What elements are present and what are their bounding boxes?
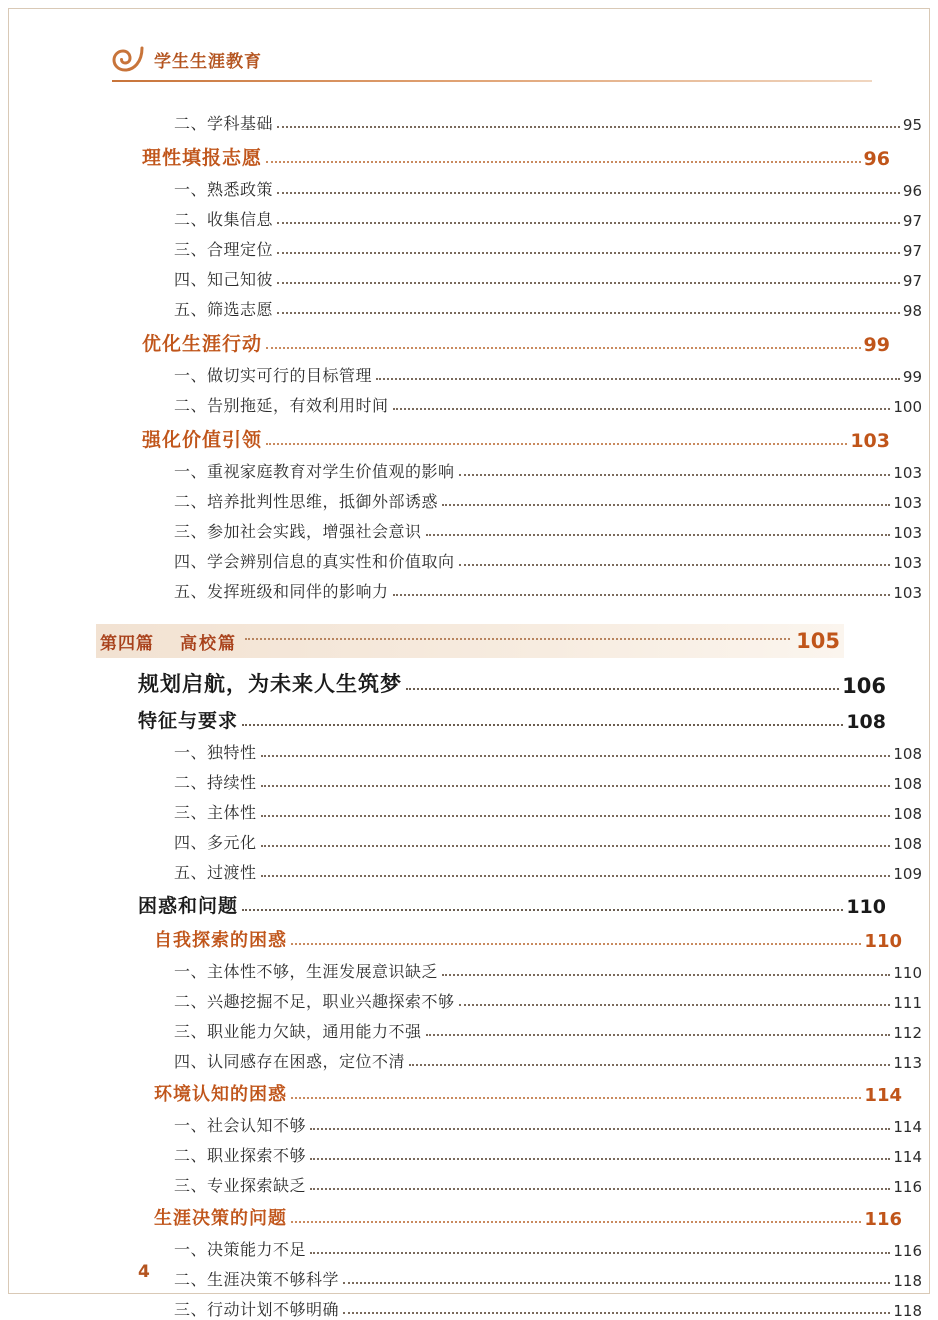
- toc-entry-label: 三、合理定位: [174, 240, 274, 259]
- toc-entry-label: 二、生涯决策不够科学: [174, 1270, 340, 1289]
- toc-entry-label: 二、收集信息: [174, 210, 274, 229]
- toc-entry-sub[interactable]: [174, 733, 922, 763]
- toc-page-number: 114: [893, 1148, 922, 1166]
- leader-dots: [459, 474, 891, 476]
- leader-dots: [266, 443, 847, 445]
- leader-dots: [277, 312, 900, 314]
- toc-entry-sub[interactable]: [174, 1136, 922, 1166]
- spiral-ornament-icon: [112, 42, 146, 76]
- toc-page-number: 99: [902, 368, 922, 386]
- toc-page-number: 97: [902, 272, 922, 290]
- leader-dots: [459, 564, 891, 566]
- toc-page-number: 99: [863, 334, 890, 356]
- leader-dots: [343, 1282, 890, 1284]
- leader-dots: [261, 785, 891, 787]
- toc-page-number: 96: [863, 148, 890, 170]
- toc-entry-sub[interactable]: [174, 200, 922, 230]
- toc-entry-label: 四、多元化: [174, 833, 257, 852]
- toc-entry-sub[interactable]: [174, 542, 922, 572]
- leader-dots: [261, 815, 891, 817]
- toc-page-number: 110: [846, 896, 886, 918]
- toc-entry-sub[interactable]: [174, 356, 922, 386]
- toc-entry-sub[interactable]: [174, 482, 922, 512]
- toc-entry-label: 五、过渡性: [174, 863, 257, 882]
- toc-entry-label: 四、学会辨别信息的真实性和价值取向: [174, 552, 455, 571]
- toc-entry-h3[interactable]: [154, 920, 902, 952]
- toc-entry-label: 理性填报志愿: [142, 147, 263, 169]
- toc-entry-label: 四、知己知彼: [174, 270, 274, 289]
- toc-entry-sub[interactable]: [174, 170, 922, 200]
- toc-entry-label: 一、独特性: [174, 743, 257, 762]
- toc-entry-label: 二、学科基础: [174, 114, 274, 133]
- leader-dots: [310, 1252, 890, 1254]
- toc-entry-label: 三、行动计划不够明确: [174, 1300, 340, 1319]
- toc-entry-sub[interactable]: [174, 982, 922, 1012]
- toc-page-number: 103: [893, 464, 922, 482]
- leader-dots: [409, 1064, 890, 1066]
- toc-part-banner[interactable]: [96, 624, 844, 658]
- toc-page-number: 108: [893, 775, 922, 793]
- leader-dots: [261, 875, 891, 877]
- toc-entry-label: 三、职业能力欠缺，通用能力不强: [174, 1022, 422, 1041]
- leader-dots: [343, 1312, 890, 1314]
- running-header: [112, 42, 872, 86]
- toc-page-number: 98: [902, 302, 922, 320]
- toc-part-label: 高校篇: [180, 633, 237, 654]
- toc-entry-h2[interactable]: [138, 887, 886, 918]
- toc-page-number: 103: [893, 494, 922, 512]
- toc-entry-label: 特征与要求: [138, 710, 239, 732]
- toc-entry-sub[interactable]: [174, 452, 922, 482]
- toc-page-number: 116: [864, 1209, 902, 1230]
- toc-entry-label: 一、熟悉政策: [174, 180, 274, 199]
- toc-entry-label: 三、专业探索缺乏: [174, 1176, 307, 1195]
- toc-entry-label: 一、做切实可行的目标管理: [174, 366, 373, 385]
- toc-entry-sub[interactable]: [174, 572, 922, 602]
- toc-page-number: 118: [893, 1272, 922, 1290]
- leader-dots: [266, 347, 861, 349]
- leader-dots: [291, 1097, 861, 1099]
- page-number: 4: [138, 1262, 150, 1282]
- leader-dots: [376, 378, 900, 380]
- toc-page-number: 96: [902, 182, 922, 200]
- toc-entry-label: 二、职业探索不够: [174, 1146, 307, 1165]
- toc-entry-label: 二、培养批判性思维，抵御外部诱惑: [174, 492, 439, 511]
- toc-page-number: 114: [893, 1118, 922, 1136]
- toc-entry-sub[interactable]: [174, 853, 922, 883]
- toc-page-number: 97: [902, 242, 922, 260]
- toc-entry-sec[interactable]: [142, 416, 890, 452]
- toc-entry-label: 优化生涯行动: [142, 333, 263, 355]
- toc-entry-label: 五、筛选志愿: [174, 300, 274, 319]
- leader-dots: [426, 534, 891, 536]
- toc-entry-sub[interactable]: [174, 1166, 922, 1196]
- toc-entry-label: 三、主体性: [174, 803, 257, 822]
- toc-entry-label: 四、认同感存在困惑，定位不清: [174, 1052, 406, 1071]
- leader-dots: [406, 688, 839, 690]
- leader-dots: [310, 1188, 890, 1190]
- toc-entry-label: 规划启航，为未来人生筑梦: [138, 672, 402, 696]
- toc-page-number: 108: [893, 835, 922, 853]
- leader-dots: [277, 192, 900, 194]
- header-title: 学生生涯教育: [154, 52, 262, 72]
- leader-dots: [442, 974, 890, 976]
- toc-page-number: 108: [846, 711, 886, 733]
- toc-entry-sub[interactable]: [174, 1290, 922, 1320]
- toc-page-number: 113: [893, 1054, 922, 1072]
- toc-entry-sub[interactable]: [174, 386, 922, 416]
- table-of-contents: [96, 104, 922, 1320]
- leader-dots: [277, 126, 900, 128]
- toc-entry-h2[interactable]: [138, 702, 886, 733]
- toc-page-number: 106: [842, 674, 886, 698]
- toc-page-number: 114: [864, 1085, 902, 1106]
- leader-dots: [310, 1128, 890, 1130]
- toc-page-number: 108: [893, 805, 922, 823]
- toc-page-number: 111: [893, 994, 922, 1012]
- toc-page-number: 103: [893, 584, 922, 602]
- leader-dots: [393, 594, 891, 596]
- toc-entry-sec[interactable]: [142, 134, 890, 170]
- toc-entry-label: 自我探索的困惑: [154, 930, 287, 951]
- toc-entry-sub[interactable]: [174, 260, 922, 290]
- toc-page-number: 118: [893, 1302, 922, 1320]
- toc-part-number: 第四篇: [100, 633, 154, 654]
- toc-entry-sub[interactable]: [174, 1042, 922, 1072]
- toc-entry-label: 五、发挥班级和同伴的影响力: [174, 582, 389, 601]
- toc-page-number: 116: [893, 1178, 922, 1196]
- leader-dots: [242, 909, 843, 911]
- toc-entry-label: 一、主体性不够，生涯发展意识缺乏: [174, 962, 439, 981]
- toc-entry-sub[interactable]: [174, 952, 922, 982]
- toc-entry-label: 二、告别拖延，有效利用时间: [174, 396, 389, 415]
- toc-page-number: 105: [796, 629, 840, 653]
- leader-dots: [245, 638, 790, 640]
- leader-dots: [442, 504, 890, 506]
- toc-entry-sub[interactable]: [174, 290, 922, 320]
- toc-entry-label: 强化价值引领: [142, 429, 263, 451]
- toc-entry-sub[interactable]: [174, 823, 922, 853]
- toc-page-number: 95: [902, 116, 922, 134]
- leader-dots: [242, 724, 843, 726]
- toc-page-number: 97: [902, 212, 922, 230]
- toc-entry-sub[interactable]: [174, 512, 922, 542]
- leader-dots: [277, 282, 900, 284]
- toc-entry-sub[interactable]: [174, 1260, 922, 1290]
- toc-page-number: 109: [893, 865, 922, 883]
- toc-page-number: 100: [893, 398, 922, 416]
- toc-entry-h3[interactable]: [154, 1198, 902, 1230]
- toc-entry-label: 环境认知的困惑: [154, 1084, 287, 1105]
- toc-entry-sub[interactable]: [174, 793, 922, 823]
- leader-dots: [277, 252, 900, 254]
- toc-page-number: 108: [893, 745, 922, 763]
- toc-entry-sub[interactable]: [174, 104, 922, 134]
- toc-entry-label: 生涯决策的问题: [154, 1208, 287, 1229]
- toc-entry-sub[interactable]: [174, 763, 922, 793]
- toc-page-number: 116: [893, 1242, 922, 1260]
- toc-entry-label: 二、持续性: [174, 773, 257, 792]
- toc-entry-sub[interactable]: [174, 1012, 922, 1042]
- toc-entry-sec[interactable]: [142, 320, 890, 356]
- toc-entry-label: 一、决策能力不足: [174, 1240, 307, 1259]
- toc-page-number: 110: [864, 931, 902, 952]
- toc-entry-label: 三、参加社会实践，增强社会意识: [174, 522, 422, 541]
- leader-dots: [393, 408, 891, 410]
- toc-entry-sub[interactable]: [174, 1230, 922, 1260]
- toc-entry-h3[interactable]: [154, 1074, 902, 1106]
- leader-dots: [459, 1004, 891, 1006]
- toc-entry-label: 一、社会认知不够: [174, 1116, 307, 1135]
- leader-dots: [426, 1034, 891, 1036]
- toc-entry-chap[interactable]: [138, 664, 886, 698]
- leader-dots: [261, 845, 891, 847]
- toc-page-number: 112: [893, 1024, 922, 1042]
- header-rule: [112, 80, 872, 82]
- toc-page-number: 103: [850, 430, 890, 452]
- toc-entry-label: 困惑和问题: [138, 895, 239, 917]
- toc-entry-sub[interactable]: [174, 1106, 922, 1136]
- leader-dots: [261, 755, 891, 757]
- leader-dots: [310, 1158, 890, 1160]
- toc-entry-label: 二、兴趣挖掘不足，职业兴趣探索不够: [174, 992, 455, 1011]
- leader-dots: [291, 1221, 861, 1223]
- leader-dots: [277, 222, 900, 224]
- toc-page-number: 103: [893, 524, 922, 542]
- leader-dots: [291, 943, 861, 945]
- toc-page-number: 103: [893, 554, 922, 572]
- toc-entry-sub[interactable]: [174, 230, 922, 260]
- toc-entry-label: 一、重视家庭教育对学生价值观的影响: [174, 462, 455, 481]
- toc-page-number: 110: [893, 964, 922, 982]
- leader-dots: [266, 161, 861, 163]
